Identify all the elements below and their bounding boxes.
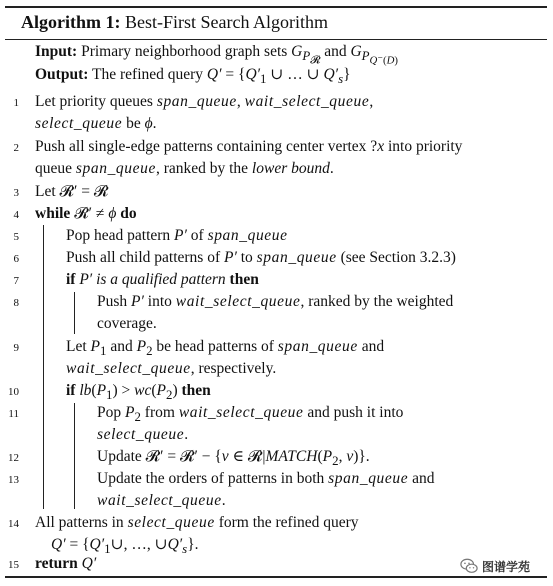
algorithm-line-11: Pop $P_2$ from wait_select_queue and push it into [97,404,404,425]
algorithm-line-8: Push P′ into wait_select_queue, ranked by the weighted [97,293,454,310]
algorithm-line-4: while 𝓡′ ≠ ϕ do [35,205,137,222]
line-number: 9 [13,342,19,354]
line-number: 12 [8,452,19,464]
line-number: 7 [13,275,19,287]
input-label: Input: [35,43,78,60]
if-block-bar [74,292,75,334]
algorithm-line-3: Let 𝓡′ = 𝓡 [35,183,109,200]
algorithm-title-label: Algorithm 1: [21,12,121,32]
algorithm-line-11-cont: select_queue. [97,426,189,443]
line-number: 8 [13,297,19,309]
line-number: 13 [8,474,19,486]
line-number: 14 [8,518,19,530]
line-number: 4 [13,209,19,221]
if-block-bar-2 [74,403,75,509]
algorithm-line-5: Pop head pattern P′ of span_queue [66,227,288,244]
algorithm-title-text: Best-First Search Algorithm [124,12,328,32]
line-number: 1 [13,97,19,109]
algorithm-line-9-cont: wait_select_queue, respectively. [66,360,277,377]
algorithm-line-14-cont: $Q' = \{Q'_1\cup$, …, $\cup Q'_s$}. [51,536,199,557]
line-number: 3 [13,187,19,199]
algorithm-line-10: if $lb(P_1) > wc(P_2)$ then [66,382,211,403]
algorithm-line-1: Let priority queues span_queue, wait_select_queue, [35,93,374,110]
algorithm-line-7: if P′ is a qualified pattern then [66,271,259,288]
algorithm-line-12: Update 𝓡′ = 𝓡′ − {v ∈ $𝓡|MATCH(P_2$, v)}. [97,448,370,469]
algorithm-title [21,12,328,33]
title-rule [5,39,547,40]
input-sets: $G_{P_𝓡}$ and $G_{P_{Q^-(D)}}$ [291,43,398,67]
input-line [35,44,398,66]
line-number: 10 [8,386,19,398]
algorithm-line-6: Push all child patterns of P′ to span_queue (see Section 3.2.3) [66,249,456,266]
input-text: Primary neighborhood graph sets [81,43,288,60]
algorithm-box [5,6,547,578]
watermark-text: 图谱学苑 [482,559,531,574]
algorithm-line-9: Let $P_1$ and $P_2$ be head patterns of span_queue and [66,338,385,359]
output-text: The refined query [92,66,204,83]
wechat-icon [460,557,478,575]
algorithm-line-2-cont: queue span_queue, ranked by the lower bound. [35,160,334,177]
line-number: 6 [13,253,19,265]
algorithm-line-8-cont: coverage. [97,315,157,332]
algorithm-line-14: All patterns in select_queue form the refined query [35,514,359,531]
algorithm-line-2: Push all single-edge patterns containing center vertex ?x into priority [35,138,463,155]
line-number: 5 [13,231,19,243]
algorithm-line-15: return Q′ [35,555,97,572]
algorithm-line-13: Update the orders of patterns in both span_queue and [97,470,435,487]
while-block-bar [43,225,44,509]
algorithm-line-1-cont: select_queue be ϕ. [35,115,157,132]
line-number: 2 [13,142,19,154]
algorithm-line-13-cont: wait_select_queue. [97,492,226,509]
output-line [35,67,351,86]
output-formula: $Q' = \{Q'_1$ ∪ … ∪ $Q'_s$} [206,66,351,87]
output-label: Output: [35,66,89,83]
line-number: 11 [8,408,19,420]
line-number: 15 [8,559,19,571]
top-rule [5,6,547,8]
watermark [460,555,550,577]
